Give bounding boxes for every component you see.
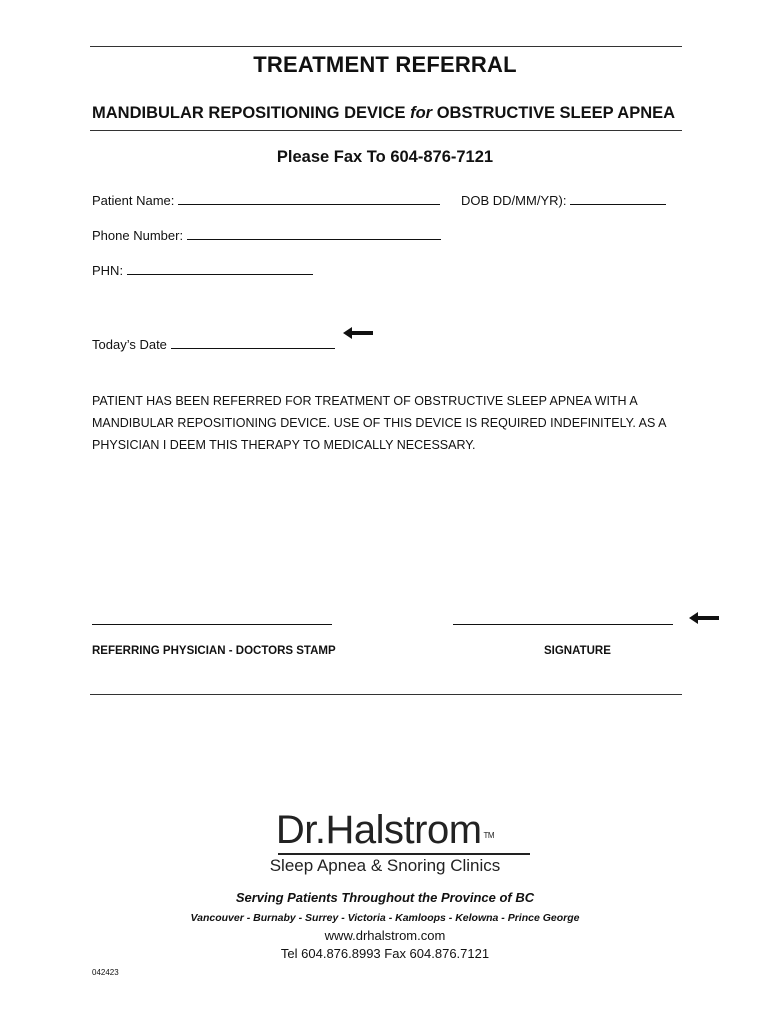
phn-line[interactable] xyxy=(127,262,313,275)
contact-numbers: Tel 604.876.8993 Fax 604.876.7121 xyxy=(280,946,490,961)
phone-number-field[interactable] xyxy=(92,227,441,243)
signature-line[interactable] xyxy=(453,624,673,625)
website-link[interactable]: www.drhalstrom.com xyxy=(324,928,446,943)
todays-date-field[interactable] xyxy=(92,336,335,352)
dob-line[interactable] xyxy=(570,192,666,205)
serving-tagline: Serving Patients Throughout the Province of BC xyxy=(235,890,535,905)
todays-date-label: Today’s Date xyxy=(92,337,167,352)
form-title: TREATMENT REFERRAL xyxy=(253,52,517,77)
logo-text: Dr.Halstrom xyxy=(275,808,482,852)
form-subtitle xyxy=(92,104,675,123)
top-divider xyxy=(90,46,682,47)
subtitle-part-2: OBSTRUCTIVE SLEEP APNEA xyxy=(432,104,676,122)
clinic-cities: Vancouver - Burnaby - Surrey - Victoria - Kamloops - Kelowna - Prince George xyxy=(190,912,580,924)
physician-stamp-label: REFERRING PHYSICIAN - DOCTORS STAMP xyxy=(92,645,336,657)
logo-underline xyxy=(278,853,530,855)
phn-label: PHN: xyxy=(92,263,124,278)
form-code: 042423 xyxy=(92,968,119,977)
phn-field[interactable] xyxy=(92,262,313,278)
signature-label: SIGNATURE xyxy=(544,645,611,657)
subtitle-italic: for xyxy=(410,104,433,122)
subtitle-divider xyxy=(90,130,682,131)
fax-instruction: Please Fax To 604-876-7121 xyxy=(276,148,494,166)
dob-field[interactable] xyxy=(461,192,666,208)
clinic-logo xyxy=(0,806,770,854)
phone-number-line[interactable] xyxy=(187,227,441,240)
patient-name-label: Patient Name: xyxy=(92,193,175,208)
arrow-left-icon xyxy=(689,611,719,625)
physician-stamp-line[interactable] xyxy=(92,624,332,625)
logo-subtext: Sleep Apnea & Snoring Clinics xyxy=(269,856,501,875)
arrow-left-icon xyxy=(343,326,373,340)
referral-statement: PATIENT HAS BEEN REFERRED FOR TREATMENT OF OBSTRUCTIVE SLEEP APNEA WITH A MANDIBULAR REPOSITIONING DEVICE. USE OF THIS DEVICE IS REQUIRED INDEFINITELY. AS A PHYSICIAN I DEEM THIS THERAPY TO MEDICALLY NECESSARY. xyxy=(92,394,666,452)
todays-date-line[interactable] xyxy=(171,336,335,349)
patient-name-field[interactable] xyxy=(92,192,440,208)
subtitle-part-1: MANDIBULAR REPOSITIONING DEVICE xyxy=(92,104,411,122)
patient-name-line[interactable] xyxy=(178,192,440,205)
phone-number-label: Phone Number: xyxy=(92,228,184,243)
logo-trademark: TM xyxy=(483,831,495,840)
dob-label: DOB DD/MM/YR): xyxy=(461,193,567,208)
bottom-divider xyxy=(90,694,682,695)
